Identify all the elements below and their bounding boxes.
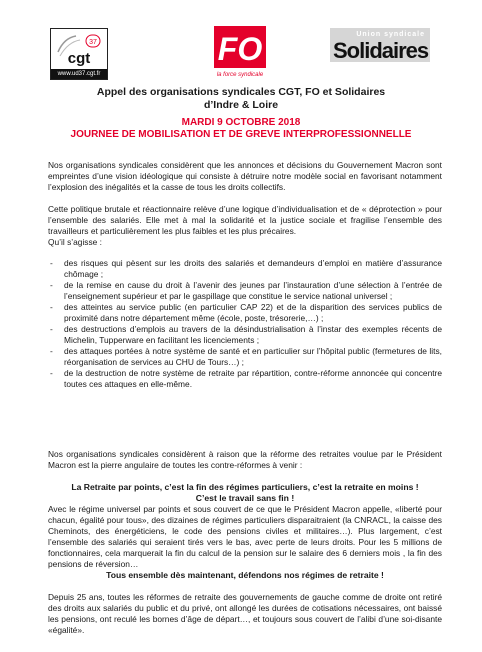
event-date: MARDI 9 OCTOBRE 2018 [181, 117, 301, 128]
svg-text:cgt: cgt [67, 50, 91, 66]
slogan-retraite [48, 482, 442, 504]
solidaires-logo [330, 28, 430, 62]
cgt-url: www.ud37.cgt.fr [51, 69, 107, 79]
paragraph-politique: Cette politique brutale et réactionnaire relève d’une logique d’individualisation et de « déprotection » pour l’ensemble des salariés. Elle met à mal la solidarité et la justice sociale et fragilise l’ensemble des travailleurs et particulièrement les plus faibles et les plus précaires. [48, 204, 442, 236]
appeal-title [0, 86, 482, 112]
paragraph-intro: Nos organisations syndicales considèrent que les annonces et décisions du Gouvernement Macron sont empreintes d’une vision idéologique qui consiste à détruire notre modèle social en favorisant notamment l’explosion des inégalités et la casse de tous les droits collectifs. [48, 160, 442, 192]
appeal-title-line1: Appel des organisations syndicales CGT, FO et Solidaires [96, 86, 386, 98]
cgt-emblem-icon [54, 32, 104, 66]
cgt-logo [50, 28, 108, 80]
list-item: - des destructions d’emplois au travers de la désindustrialisation à l’instar des exemples récents de Michelin, Tupperware en facilitant les licenciements ; [50, 324, 442, 345]
svg-text:37: 37 [89, 39, 97, 46]
slogan-tous-ensemble: Tous ensemble dès maintenant, défendons nos régimes de retraite ! [106, 570, 384, 580]
list-item: - de la remise en cause du droit à l’avenir des jeunes par l’instauration d’une sélection à l’entrée de l’enseignement supérieur et par le gaspillage que constitue le service national universel ; [50, 280, 442, 301]
paragraph-quil-sagisse: Qu’il s’agisse : [48, 237, 102, 247]
fo-logo [210, 24, 270, 80]
paragraph-reforme: Nos organisations syndicales considèrent à raison que la réforme des retraites voulue par le Président Macron est la pierre angulaire de toutes les contre-réformes à venir : [48, 449, 442, 470]
slogan-retraite-line2: C’est le travail sans fin ! [195, 493, 295, 503]
solidaires-brand: Solidaires [333, 38, 429, 63]
slogan-retraite-line1: La Retraite par points, c’est la fin des régimes particuliers, c’est la retraite en moins ! [71, 482, 419, 492]
list-item: - de la destruction de notre système de retraite par répartition, contre-réforme annoncée qui concentre toutes ces attaques en elle-même. [50, 368, 442, 389]
event-title: JOURNEE DE MOBILISATION ET DE GREVE INTERPROFESSIONNELLE [70, 129, 412, 140]
grievance-list [48, 258, 442, 390]
svg-text:FO: FO [217, 31, 263, 67]
paragraph-regime-universel: Avec le régime universel par points et sous couvert de ce que le Président Macron appelle, «liberté pour chacun, égalité pour tous», des dizaines de régimes particuliers disparaitraient (la CNRACL, la caisse des Cheminots, des énergéticiens, le code des pensions civiles et militaires…). Plus largement, c’est l’ensemble des salariés qui seraient tirés vers le bas, avec perte de leurs droits. Pour les 5 millions de fonctionnaires, cela marquerait la fin du calcul de la pension sur le salaire des 6 derniers mois , la fin des pensions de réversion… [48, 504, 442, 569]
list-item: - des attaques portées à notre système de santé et en particulier sur l’hôpital public (fermetures de lits, réorganisation de services au CHU de Tours…) ; [50, 346, 442, 367]
solidaires-tagline: Union syndicale [356, 31, 425, 38]
paragraph-depuis-25-ans: Depuis 25 ans, toutes les réformes de retraite des gouvernements de gauche comme de droite ont retiré des droits aux salariés du public et du privé, ont allongé les durées de cotisations nécessaires, ont baissé les pensions, ont reculé les bornes d’âge de départ…, et toujours sous couvert de l’alibi d’une soi-disante «égalité». [48, 592, 442, 635]
svg-text:la force syndicale: la force syndicale [216, 72, 264, 78]
appeal-title-line2: d’Indre & Loire [203, 99, 279, 111]
list-item: - des risques qui pèsent sur les droits des salariés et demandeurs d’emploi en matière d’assurance chômage ; [50, 258, 442, 279]
list-item: - des atteintes au service public (en particulier CAP 22) et de la disparition des services publics de proximité dans notre département même (école, poste, trésorerie,…) ; [50, 302, 442, 323]
